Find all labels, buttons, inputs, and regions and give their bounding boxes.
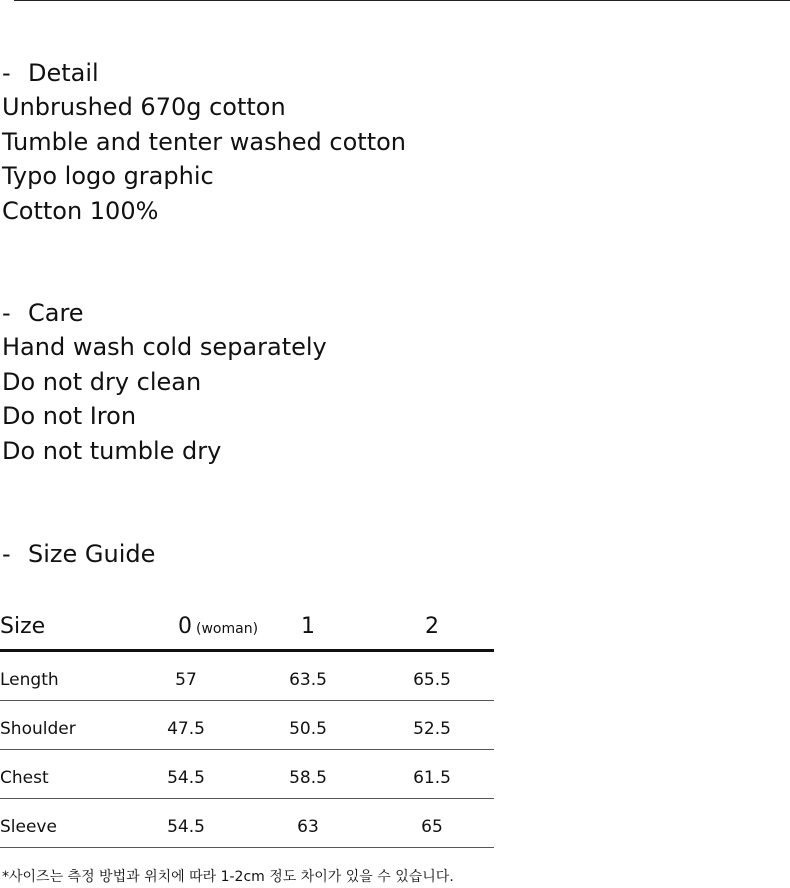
table-cell: 65 bbox=[421, 817, 443, 837]
table-cell: 52.5 bbox=[413, 719, 451, 739]
care-line: Do not Iron bbox=[2, 402, 137, 430]
size-table bbox=[0, 607, 494, 848]
row-label: Sleeve bbox=[0, 817, 57, 837]
header-woman-note: (woman) bbox=[196, 621, 259, 637]
table-row bbox=[0, 701, 494, 750]
top-divider bbox=[14, 0, 790, 1]
table-row bbox=[0, 750, 494, 799]
table-cell: 65.5 bbox=[413, 670, 451, 690]
table-cell: 50.5 bbox=[289, 719, 327, 739]
table-cell: 63 bbox=[297, 817, 319, 837]
row-label: Shoulder bbox=[0, 719, 76, 739]
header-size-2: 2 bbox=[425, 614, 439, 639]
care-line: Hand wash cold separately bbox=[2, 333, 327, 361]
table-cell: 47.5 bbox=[167, 719, 205, 739]
detail-line: Unbrushed 670g cotton bbox=[2, 93, 286, 121]
care-heading: - Care bbox=[2, 299, 84, 327]
table-cell: 58.5 bbox=[289, 768, 327, 788]
detail-section bbox=[2, 56, 406, 228]
header-size: Size bbox=[0, 614, 46, 639]
size-note: *사이즈는 측정 방법과 위치에 따라 1-2cm 정도 차이가 있을 수 있습니다. bbox=[2, 869, 454, 885]
table-row bbox=[0, 652, 494, 701]
table-cell: 54.5 bbox=[167, 817, 205, 837]
row-label: Length bbox=[0, 670, 59, 690]
detail-heading: - Detail bbox=[2, 59, 99, 87]
care-line: Do not tumble dry bbox=[2, 436, 222, 465]
size-guide-section bbox=[2, 537, 155, 571]
size-guide-heading: - Size Guide bbox=[2, 540, 156, 568]
detail-line: Typo logo graphic bbox=[2, 162, 214, 190]
care-section bbox=[2, 296, 327, 468]
row-label: Chest bbox=[0, 768, 49, 788]
detail-line: Tumble and tenter washed cotton bbox=[2, 127, 407, 156]
table-row bbox=[0, 799, 494, 848]
detail-line: Cotton 100% bbox=[2, 196, 159, 225]
header-size-0: 0 (woman) bbox=[178, 614, 259, 639]
header-size-1: 1 bbox=[301, 614, 315, 639]
table-cell: 54.5 bbox=[167, 768, 205, 788]
table-cell: 61.5 bbox=[413, 768, 451, 788]
table-cell: 57 bbox=[175, 670, 197, 690]
table-cell: 63.5 bbox=[289, 670, 327, 690]
care-line: Do not dry clean bbox=[2, 367, 202, 396]
size-table-header bbox=[0, 607, 494, 652]
